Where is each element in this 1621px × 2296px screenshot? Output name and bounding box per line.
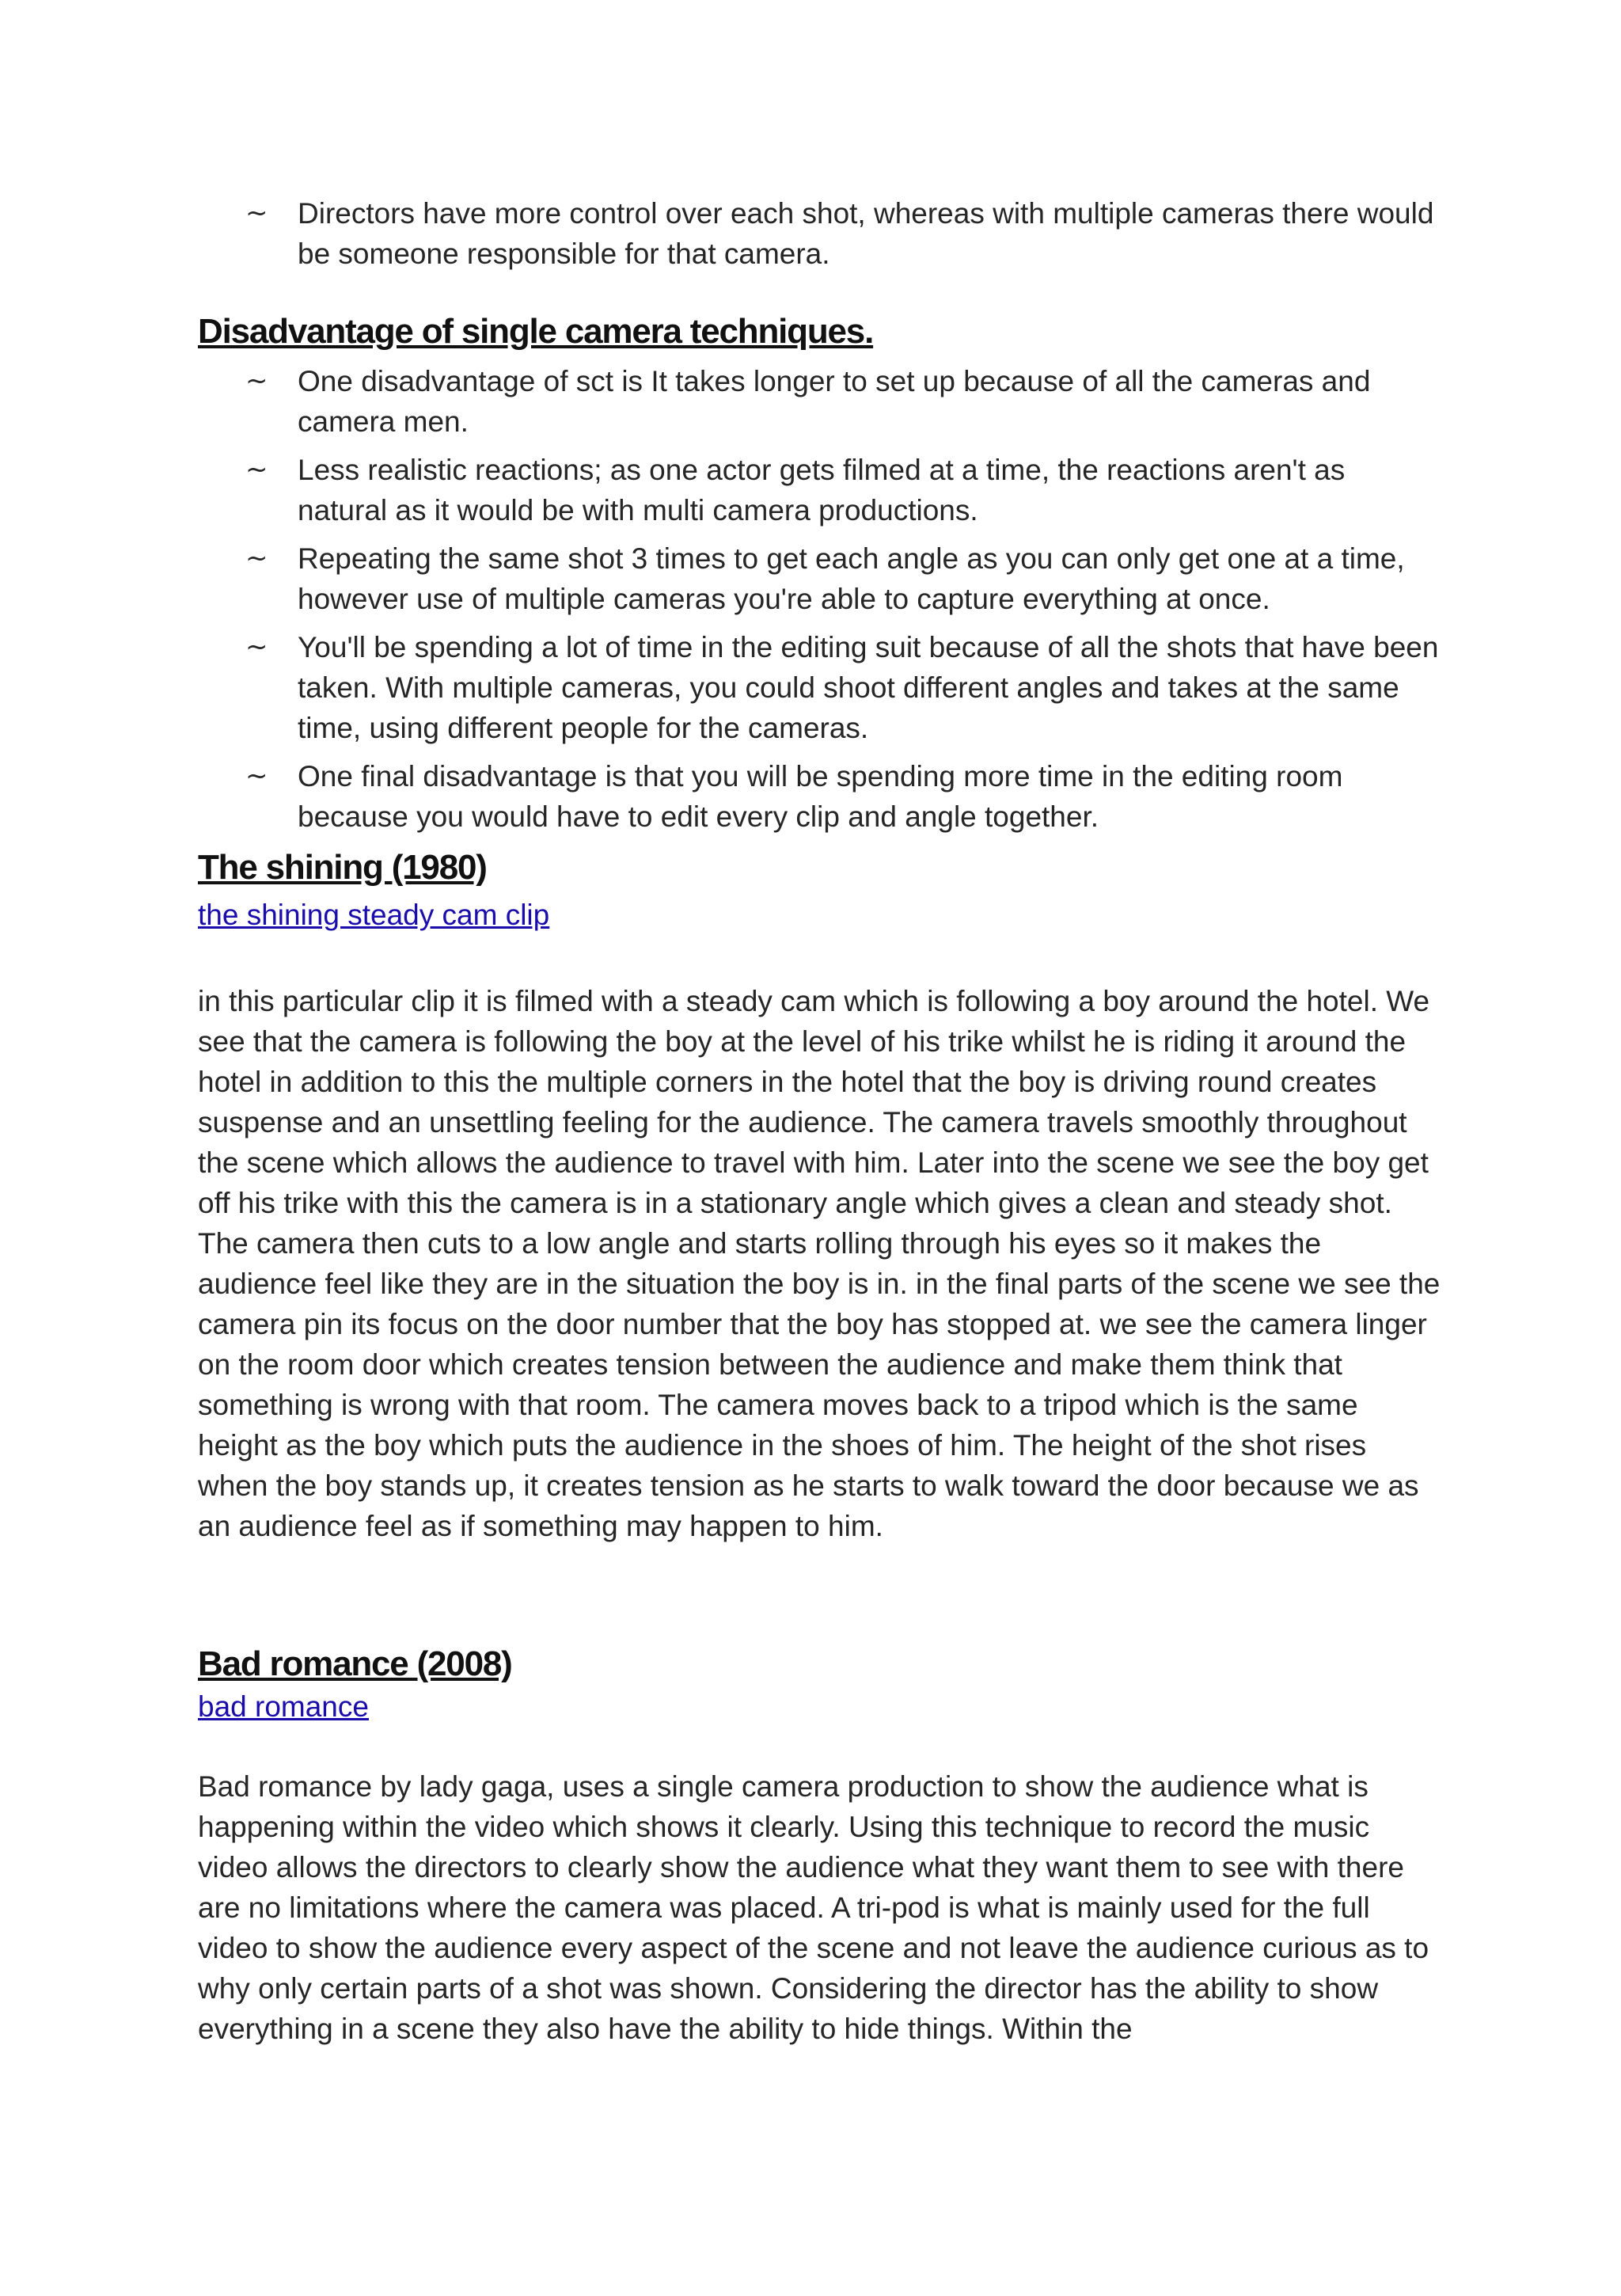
bullet-marker: ~ <box>245 197 268 229</box>
bullet-marker: ~ <box>245 542 268 574</box>
bullet-text: Less realistic reactions; as one actor gets filmed at a time, the reactions aren't as natural as it would be with multi camera productions. <box>298 454 1346 526</box>
bad-romance-link[interactable]: bad romance <box>198 1690 369 1723</box>
bullet-marker: ~ <box>245 454 268 485</box>
bullet-text: Directors have more control over each shot, whereas with multiple cameras there would be someone responsible for that camera. <box>298 197 1434 270</box>
bullet-item <box>198 450 1441 530</box>
bullet-item <box>198 538 1441 619</box>
intro-bullet-list <box>198 193 1441 274</box>
bullet-text: One disadvantage of sct is It takes longer to set up because of all the cameras and camera men. <box>298 365 1371 438</box>
heading-disadvantages: Disadvantage of single camera techniques. <box>198 312 874 351</box>
bullet-item <box>198 756 1441 837</box>
bullet-text: Repeating the same shot 3 times to get each angle as you can only get one at a time, however use of multiple cameras you're able to capture everything at once. <box>298 542 1405 615</box>
bullet-item <box>198 627 1441 748</box>
shining-clip-link[interactable]: the shining steady cam clip <box>198 899 550 931</box>
disadvantages-bullet-list <box>198 361 1441 837</box>
bullet-item <box>198 193 1441 274</box>
heading-the-shining: The shining (1980) <box>198 848 487 887</box>
bullet-item <box>198 361 1441 442</box>
bullet-marker: ~ <box>245 631 268 663</box>
bullet-marker: ~ <box>245 365 268 397</box>
shining-paragraph: in this particular clip it is filmed with a steady cam which is following a boy around the hotel. We see that the camera is following the boy at the level of his trike whilst he is riding it around the hotel in addition to this the multiple corners in the hotel that the boy is driving round creates suspense and an unsettling feeling for the audience. The camera travels smoothly throughout the scene which allows the audience to travel with him. Later into the scene we see the boy get off his trike with this the camera is in a stationary angle which gives a clean and steady shot. The camera then cuts to a low angle and starts rolling through his eyes so it makes the audience feel like they are in the situation the boy is in. in the final parts of the scene we see the camera pin its focus on the door number that the boy has stopped at. we see the camera linger on the room door which creates tension between the audience and make them think that something is wrong with that room. The camera moves back to a tripod which is the same height as the boy which puts the audience in the shoes of him. The height of the shot rises when the boy stands up, it creates tension as he starts to walk toward the door because we as an audience feel as if something may happen to him. <box>198 985 1441 1542</box>
document-page <box>198 193 1441 2049</box>
heading-bad-romance: Bad romance (2008) <box>198 1644 512 1683</box>
bullet-text: One final disadvantage is that you will be spending more time in the editing room because you would have to edit every clip and angle together. <box>298 760 1343 833</box>
bullet-text: You'll be spending a lot of time in the editing suit because of all the shots that have been taken. With multiple cameras, you could shoot different angles and takes at the same time, using different people for the cameras. <box>298 631 1439 744</box>
bullet-marker: ~ <box>245 760 268 792</box>
bad-romance-paragraph: Bad romance by lady gaga, uses a single camera production to show the audience what is happening within the video which shows it clearly. Using this technique to record the music video allows the directors to clearly show the audience what they want them to see with there are no limitations where the camera was placed. A tri-pod is what is mainly used for the full video to show the audience every aspect of the scene and not leave the audience curious as to why only certain parts of a shot was shown. Considering the director has the ability to show everything in a scene they also have the ability to hide things. Within the <box>198 1770 1429 2045</box>
